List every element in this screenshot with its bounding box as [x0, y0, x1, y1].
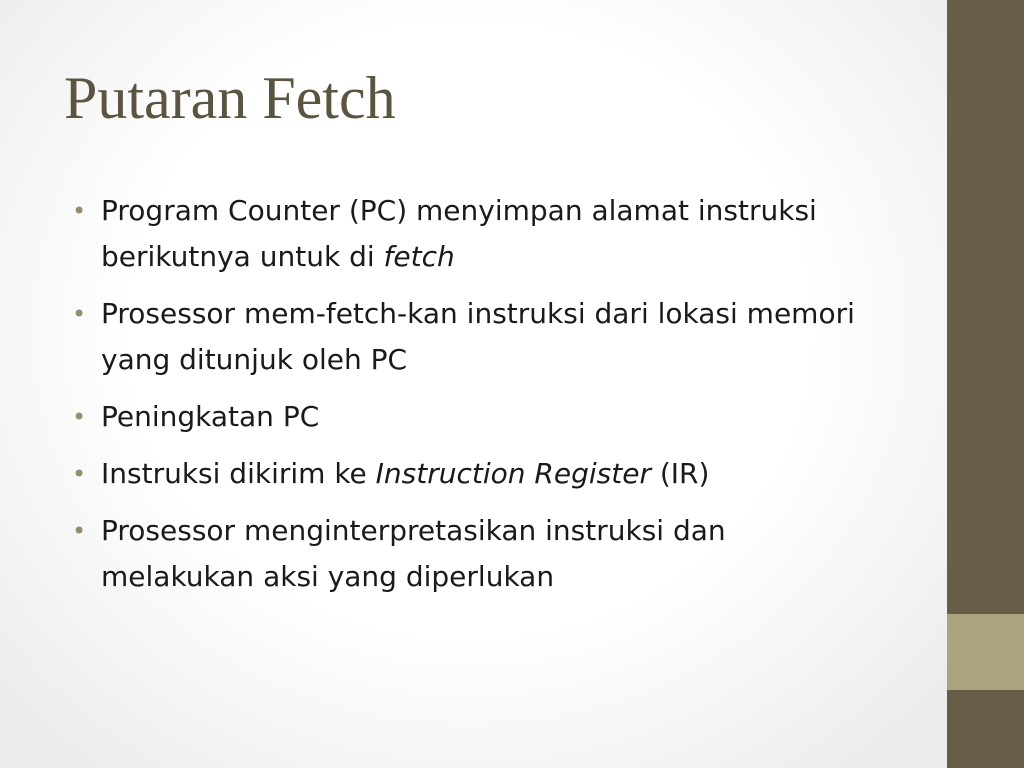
bullet-text [101, 194, 817, 273]
bullet-text-segment: (IR) [650, 457, 710, 490]
bullet-text [101, 297, 855, 376]
bullet-item [72, 188, 872, 280]
bullet-item [72, 508, 872, 600]
slide-title: Putaran Fetch [64, 65, 396, 131]
bullet-item [72, 291, 872, 383]
bullet-text [101, 400, 319, 433]
bullet-marker: • [72, 517, 87, 545]
bullet-text-emphasis: Instruction Register [375, 457, 651, 490]
bullet-marker: • [72, 197, 87, 225]
bullet-text-segment: Prosessor menginterpretasikan instruksi dan melakukan aksi yang diperlukan [101, 514, 726, 593]
bullet-text-segment: Prosessor mem-fetch-kan instruksi dari lokasi memori yang ditunjuk oleh PC [101, 297, 855, 376]
bullet-marker: • [72, 300, 87, 328]
bullet-marker: • [72, 460, 87, 488]
bullet-text-segment: Instruksi dikirim ke [101, 457, 376, 490]
bullet-item [72, 451, 872, 497]
bullet-list [72, 188, 872, 611]
bullet-text-segment: Peningkatan PC [101, 400, 320, 433]
bullet-text-emphasis: fetch [383, 240, 455, 273]
bullet-text [101, 457, 709, 490]
bullet-text [101, 514, 726, 593]
bullet-item [72, 394, 872, 440]
bullet-marker: • [72, 403, 87, 431]
bullet-text-segment: Program Counter (PC) menyimpan alamat instruksi berikutnya untuk di [101, 194, 817, 273]
sidebar-accent-block [947, 614, 1024, 690]
